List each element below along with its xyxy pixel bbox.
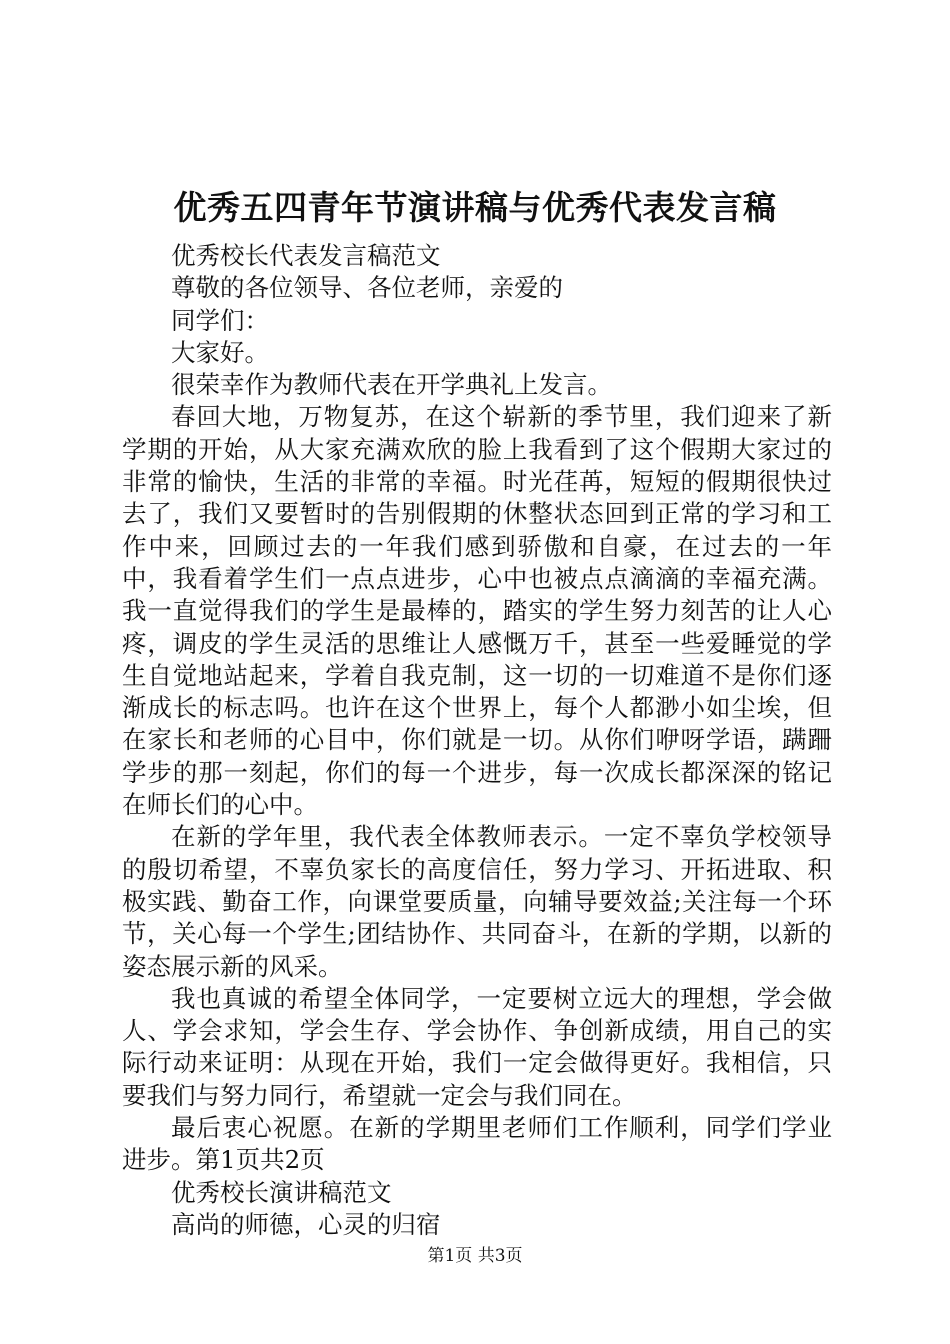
document-title: 优秀五四青年节演讲稿与优秀代表发言稿	[173, 188, 777, 227]
paragraph: 优秀校长演讲稿范文	[171, 1177, 392, 1207]
paragraph: 同学们：	[171, 305, 269, 335]
document-body	[122, 240, 832, 1241]
paragraph: 大家好。	[171, 337, 269, 367]
page-number-footer: 第1页 共3页	[427, 1246, 523, 1266]
paragraph: 春回大地，万物复苏，在这个崭新的季节里，我们迎来了新学期的开始，从大家充满欢欣的脸上我看到了这个假期大家过的非常的愉快，生活的非常的幸福。时光荏苒，短短的假期很快过去了，我们又要暂时的告别假期的休整状态回到正常的学习和工作中来，回顾过去的一年我们感到骄傲和自豪，在过去的一年中，我看着学生们一点点进步，心中也被点点滴滴的幸福充满。我一直觉得我们的学生是最棒的，踏实的学生努力刻苦的让人心疼，调皮的学生灵活的思维让人感慨万千，甚至一些爱睡觉的学生自觉地站起来，学着自我克制，这一切的一切难道不是你们逐渐成长的标志吗。也许在这个世界上，每个人都渺小如尘埃，但在家长和老师的心目中，你们就是一切。从你们咿呀学语，蹒跚学步的那一刻起，你们的每一个进步，每一次成长都深深的铭记在师长们的心中。	[122, 402, 832, 820]
paragraph: 尊敬的各位领导、各位老师，亲爱的	[171, 273, 563, 303]
paragraph: 优秀校长代表发言稿范文	[171, 241, 441, 270]
paragraph: 高尚的师德，心灵的归宿	[171, 1209, 441, 1239]
paragraph: 在新的学年里，我代表全体教师表示。一定不辜负学校领导的殷切希望，不辜负家长的高度信任，努力学习、开拓进取、积极实践、勤奋工作，向课堂要质量，向辅导要效益;关注每一个环节，关心每一个学生;团结协作、共同奋斗，在新的学期，以新的姿态展示新的风采。	[122, 822, 832, 981]
paragraph: 很荣幸作为教师代表在开学典礼上发言。	[171, 370, 612, 400]
paragraph: 我也真诚的希望全体同学，一定要树立远大的理想，学会做人、学会求知，学会生存、学会协作、争创新成绩，用自己的实际行动来证明：从现在开始，我们一定会做得更好。我相信，只要我们与努力同行，希望就一定会与我们同在。	[122, 983, 832, 1110]
paragraph: 最后衷心祝愿。在新的学期里老师们工作顺利，同学们学业进步。第1页共2页	[122, 1113, 832, 1175]
